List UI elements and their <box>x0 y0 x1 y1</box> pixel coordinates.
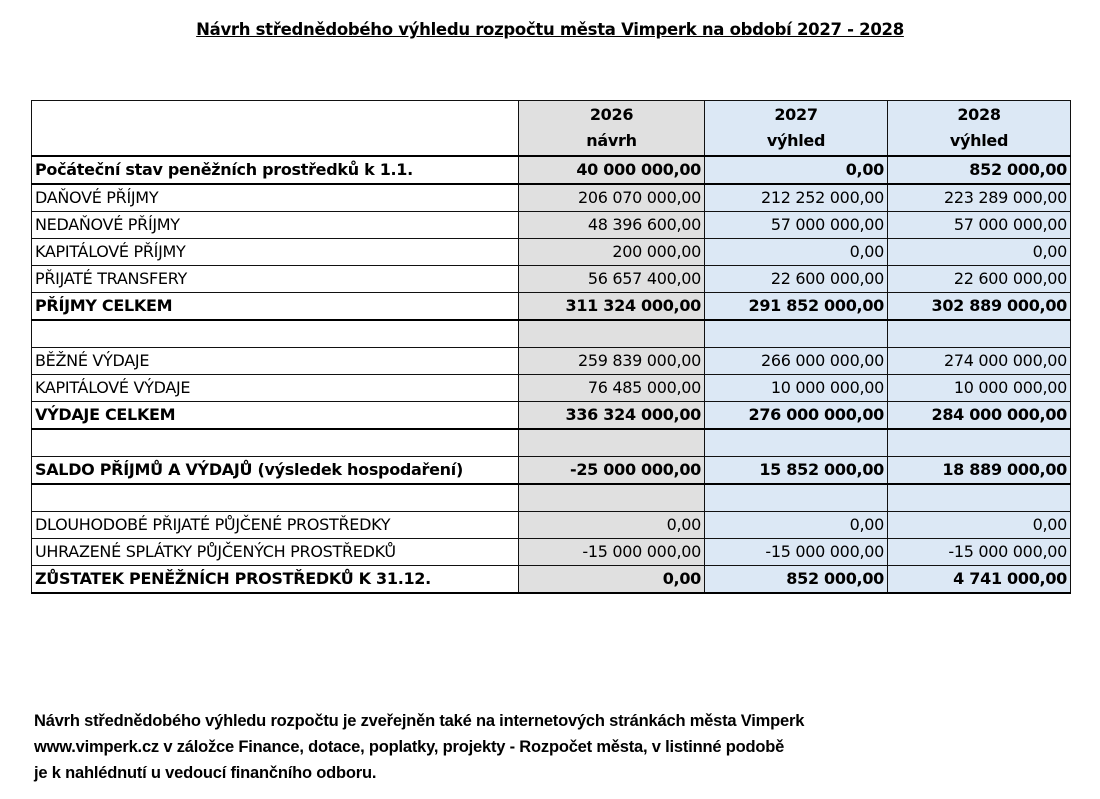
row-label: Počáteční stav peněžních prostředků k 1.1. <box>32 156 519 184</box>
value-cell-2026: 259 839 000,00 <box>519 348 705 375</box>
value-cell-2028: 223 289 000,00 <box>888 184 1071 212</box>
value-cell-2027: 0,00 <box>705 512 888 539</box>
row-label: DAŇOVÉ PŘÍJMY <box>32 184 519 212</box>
value-cell-2027 <box>705 320 888 348</box>
header-col-2026: 2026 návrh <box>519 101 705 157</box>
value-cell-2026: 56 657 400,00 <box>519 266 705 293</box>
value-cell-2026: 200 000,00 <box>519 239 705 266</box>
row-label: ZŮSTATEK PENĚŽNÍCH PROSTŘEDKŮ K 31.12. <box>32 566 519 594</box>
value-cell-2028: -15 000 000,00 <box>888 539 1071 566</box>
row-label: DLOUHODOBÉ PŘIJATÉ PŮJČENÉ PROSTŘEDKY <box>32 512 519 539</box>
value-cell-2026: 0,00 <box>519 512 705 539</box>
value-cell-2026: 336 324 000,00 <box>519 402 705 430</box>
value-cell-2028: 0,00 <box>888 239 1071 266</box>
row-label: VÝDAJE CELKEM <box>32 402 519 430</box>
table-row <box>32 484 1071 512</box>
value-cell-2027: -15 000 000,00 <box>705 539 888 566</box>
value-cell-2028: 4 741 000,00 <box>888 566 1071 594</box>
value-cell-2026 <box>519 484 705 512</box>
row-label: KAPITÁLOVÉ PŘÍJMY <box>32 239 519 266</box>
value-cell-2027: 15 852 000,00 <box>705 457 888 485</box>
value-cell-2026 <box>519 429 705 457</box>
footer-line: Návrh střednědobého výhledu rozpočtu je zveřejněn také na internetových stránkách města Vimperk <box>34 712 805 730</box>
value-cell-2027: 0,00 <box>705 239 888 266</box>
value-cell-2027: 852 000,00 <box>705 566 888 594</box>
value-cell-2026: -15 000 000,00 <box>519 539 705 566</box>
value-cell-2026 <box>519 320 705 348</box>
table-row <box>32 266 1071 293</box>
value-cell-2028: 57 000 000,00 <box>888 212 1071 239</box>
value-cell-2026: 311 324 000,00 <box>519 293 705 321</box>
table-row <box>32 566 1071 594</box>
row-label: SALDO PŘÍJMŮ A VÝDAJŮ (výsledek hospodaření) <box>32 457 519 485</box>
row-label <box>32 320 519 348</box>
footer-line: je k nahlédnutí u vedoucí finančního odboru. <box>34 764 377 782</box>
table-row <box>32 293 1071 321</box>
value-cell-2027: 57 000 000,00 <box>705 212 888 239</box>
row-label <box>32 484 519 512</box>
value-cell-2028: 274 000 000,00 <box>888 348 1071 375</box>
row-label: PŘIJATÉ TRANSFERY <box>32 266 519 293</box>
header-empty-cell <box>32 101 519 157</box>
table-row <box>32 239 1071 266</box>
table-row <box>32 539 1071 566</box>
footer-note <box>34 708 804 786</box>
header-col-2028: 2028 výhled <box>888 101 1071 157</box>
table-row <box>32 375 1071 402</box>
budget-table <box>31 100 1071 594</box>
header-col-2027: 2027 výhled <box>705 101 888 157</box>
table-row <box>32 348 1071 375</box>
value-cell-2027 <box>705 429 888 457</box>
value-cell-2028 <box>888 429 1071 457</box>
value-cell-2028: 18 889 000,00 <box>888 457 1071 485</box>
value-cell-2028 <box>888 484 1071 512</box>
row-label: BĚŽNÉ VÝDAJE <box>32 348 519 375</box>
table-row <box>32 457 1071 485</box>
table-row <box>32 212 1071 239</box>
row-label: UHRAZENÉ SPLÁTKY PŮJČENÝCH PROSTŘEDKŮ <box>32 539 519 566</box>
value-cell-2027: 276 000 000,00 <box>705 402 888 430</box>
value-cell-2026: 206 070 000,00 <box>519 184 705 212</box>
value-cell-2028: 852 000,00 <box>888 156 1071 184</box>
value-cell-2028: 0,00 <box>888 512 1071 539</box>
table-row <box>32 184 1071 212</box>
value-cell-2028: 302 889 000,00 <box>888 293 1071 321</box>
value-cell-2026: 48 396 600,00 <box>519 212 705 239</box>
row-label: KAPITÁLOVÉ VÝDAJE <box>32 375 519 402</box>
value-cell-2027: 22 600 000,00 <box>705 266 888 293</box>
value-cell-2026: 40 000 000,00 <box>519 156 705 184</box>
table-row <box>32 512 1071 539</box>
value-cell-2026: 0,00 <box>519 566 705 594</box>
value-cell-2027: 212 252 000,00 <box>705 184 888 212</box>
value-cell-2027: 291 852 000,00 <box>705 293 888 321</box>
value-cell-2027 <box>705 484 888 512</box>
table-row <box>32 320 1071 348</box>
row-label: NEDAŇOVÉ PŘÍJMY <box>32 212 519 239</box>
table-row <box>32 429 1071 457</box>
value-cell-2027: 266 000 000,00 <box>705 348 888 375</box>
row-label <box>32 429 519 457</box>
page-title: Návrh střednědobého výhledu rozpočtu města Vimperk na období 2027 - 2028 <box>196 20 904 39</box>
row-label: PŘÍJMY CELKEM <box>32 293 519 321</box>
value-cell-2028: 284 000 000,00 <box>888 402 1071 430</box>
value-cell-2026: 76 485 000,00 <box>519 375 705 402</box>
value-cell-2028 <box>888 320 1071 348</box>
table-row <box>32 402 1071 430</box>
value-cell-2028: 10 000 000,00 <box>888 375 1071 402</box>
footer-line: www.vimperk.cz v záložce Finance, dotace, poplatky, projekty - Rozpočet města, v listinné podobě <box>34 738 785 756</box>
value-cell-2027: 10 000 000,00 <box>705 375 888 402</box>
value-cell-2027: 0,00 <box>705 156 888 184</box>
table-row <box>32 156 1071 184</box>
table-header-row <box>32 101 1071 157</box>
value-cell-2028: 22 600 000,00 <box>888 266 1071 293</box>
value-cell-2026: -25 000 000,00 <box>519 457 705 485</box>
